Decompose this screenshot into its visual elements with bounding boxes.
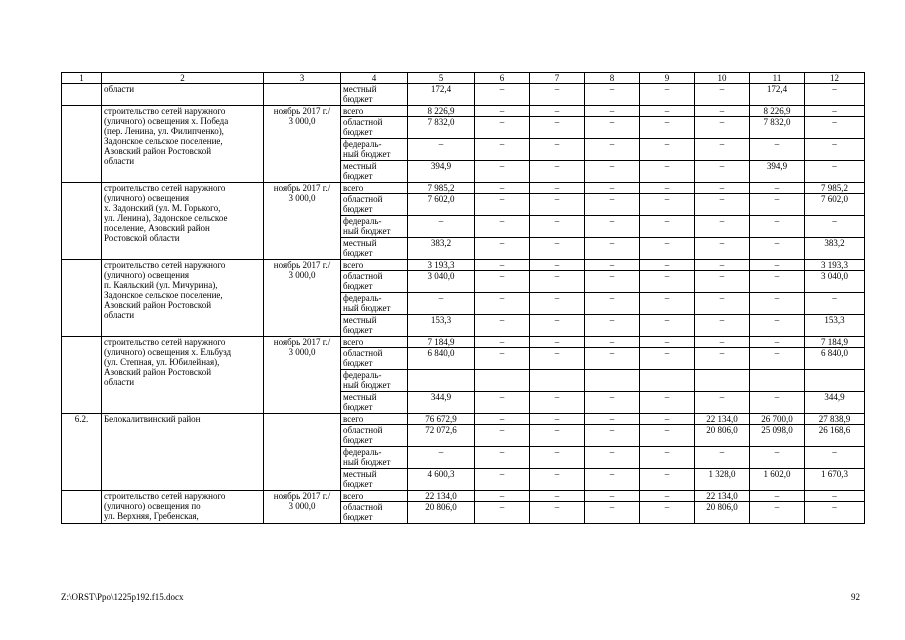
header-cell: 1: [62, 73, 102, 84]
header-row: [62, 73, 865, 84]
amount-cell: 383,2: [408, 238, 475, 260]
header-cell: 7: [530, 73, 585, 84]
amount-cell: 72 072,6: [408, 425, 475, 447]
amount-cell: –: [530, 414, 585, 425]
item-description-cell: Белокалитвинский район: [102, 414, 264, 491]
amount-cell: –: [695, 260, 750, 271]
amount-cell: –: [530, 348, 585, 370]
item-number-cell: [62, 183, 102, 260]
amount-cell: –: [475, 348, 530, 370]
item-description-cell: строительство сетей наружного (уличного) освещения по ул. Верхняя, Гребенская,: [102, 491, 264, 524]
amount-cell: –: [750, 139, 805, 161]
amount-cell: –: [695, 161, 750, 183]
amount-cell: 153,3: [805, 315, 865, 337]
header-cell: 9: [640, 73, 695, 84]
funding-source-cell: областной бюджет: [341, 502, 408, 524]
amount-cell: –: [585, 238, 640, 260]
amount-cell: –: [750, 293, 805, 315]
item-number-cell: [62, 84, 102, 106]
amount-cell: 3 193,3: [408, 260, 475, 271]
amount-cell: –: [805, 106, 865, 117]
amount-cell: –: [640, 315, 695, 337]
amount-cell: –: [530, 293, 585, 315]
amount-cell: –: [750, 260, 805, 271]
amount-cell: –: [530, 392, 585, 414]
amount-cell: 4 600,3: [408, 469, 475, 491]
deadline-cell: ноябрь 2017 г./ 3 000,0: [264, 183, 341, 260]
amount-cell: –: [585, 469, 640, 491]
amount-cell: –: [475, 315, 530, 337]
page-number: 92: [851, 592, 860, 602]
amount-cell: [750, 370, 805, 392]
item-number-cell: [62, 106, 102, 183]
amount-cell: –: [640, 348, 695, 370]
amount-cell: –: [475, 392, 530, 414]
item-description-cell: строительство сетей наружного (уличного) освещения п. Каяльский (ул. Мичурина), Задонское сельское поселение, Азовский район Ростовской области: [102, 260, 264, 337]
amount-cell: –: [750, 238, 805, 260]
amount-cell: –: [530, 425, 585, 447]
amount-cell: 153,3: [408, 315, 475, 337]
amount-cell: –: [530, 161, 585, 183]
amount-cell: –: [750, 348, 805, 370]
amount-cell: –: [640, 491, 695, 502]
amount-cell: –: [475, 469, 530, 491]
amount-cell: –: [750, 447, 805, 469]
amount-cell: [475, 370, 530, 392]
header-cell: 4: [341, 73, 408, 84]
amount-cell: –: [585, 293, 640, 315]
amount-cell: 22 134,0: [695, 491, 750, 502]
amount-cell: –: [585, 260, 640, 271]
amount-cell: –: [530, 260, 585, 271]
amount-cell: –: [805, 447, 865, 469]
amount-cell: 22 134,0: [695, 414, 750, 425]
amount-cell: –: [805, 491, 865, 502]
amount-cell: 344,9: [805, 392, 865, 414]
table-row: [62, 414, 865, 425]
amount-cell: 383,2: [805, 238, 865, 260]
funding-source-cell: местный бюджет: [341, 84, 408, 106]
funding-source-cell: федераль- ный бюджет: [341, 139, 408, 161]
amount-cell: 7 985,2: [805, 183, 865, 194]
amount-cell: [585, 370, 640, 392]
amount-cell: –: [640, 293, 695, 315]
amount-cell: –: [640, 414, 695, 425]
amount-cell: –: [475, 139, 530, 161]
funding-source-cell: областной бюджет: [341, 194, 408, 216]
item-number-cell: [62, 491, 102, 524]
amount-cell: –: [530, 194, 585, 216]
amount-cell: –: [585, 315, 640, 337]
amount-cell: 6 840,0: [805, 348, 865, 370]
amount-cell: –: [585, 447, 640, 469]
amount-cell: –: [475, 271, 530, 293]
amount-cell: 20 806,0: [695, 502, 750, 524]
amount-cell: [695, 370, 750, 392]
amount-cell: –: [805, 84, 865, 106]
amount-cell: 6 840,0: [408, 348, 475, 370]
amount-cell: –: [585, 414, 640, 425]
amount-cell: 20 806,0: [695, 425, 750, 447]
amount-cell: –: [585, 337, 640, 348]
header-cell: 3: [264, 73, 341, 84]
funding-source-cell: всего: [341, 183, 408, 194]
table-row: [62, 183, 865, 194]
item-description-cell: строительство сетей наружного (уличного) освещения х. Задонский (ул. М. Горького, ул. Ленина), Задонское сельское поселение, Азовский район Ростовской области: [102, 183, 264, 260]
amount-cell: –: [695, 117, 750, 139]
item-description-cell: области: [102, 84, 264, 106]
amount-cell: –: [640, 392, 695, 414]
amount-cell: –: [475, 106, 530, 117]
funding-source-cell: федераль- ный бюджет: [341, 216, 408, 238]
amount-cell: 172,4: [750, 84, 805, 106]
amount-cell: –: [640, 216, 695, 238]
amount-cell: 7 832,0: [750, 117, 805, 139]
amount-cell: –: [530, 447, 585, 469]
amount-cell: 172,4: [408, 84, 475, 106]
amount-cell: –: [475, 502, 530, 524]
amount-cell: –: [640, 161, 695, 183]
amount-cell: –: [530, 337, 585, 348]
deadline-cell: ноябрь 2017 г./ 3 000,0: [264, 260, 341, 337]
amount-cell: 7 832,0: [408, 117, 475, 139]
amount-cell: –: [805, 293, 865, 315]
amount-cell: –: [640, 447, 695, 469]
amount-cell: –: [530, 271, 585, 293]
funding-source-cell: всего: [341, 414, 408, 425]
funding-source-cell: местный бюджет: [341, 238, 408, 260]
amount-cell: –: [695, 271, 750, 293]
amount-cell: –: [475, 216, 530, 238]
amount-cell: 26 168,6: [805, 425, 865, 447]
amount-cell: 8 226,9: [408, 106, 475, 117]
amount-cell: –: [750, 491, 805, 502]
amount-cell: –: [695, 447, 750, 469]
funding-source-cell: всего: [341, 106, 408, 117]
amount-cell: –: [585, 502, 640, 524]
amount-cell: –: [640, 183, 695, 194]
amount-cell: –: [695, 238, 750, 260]
table-body: [62, 73, 865, 524]
funding-source-cell: местный бюджет: [341, 315, 408, 337]
amount-cell: –: [585, 183, 640, 194]
amount-cell: –: [530, 469, 585, 491]
amount-cell: –: [530, 106, 585, 117]
amount-cell: 7 184,9: [408, 337, 475, 348]
amount-cell: –: [640, 337, 695, 348]
amount-cell: –: [475, 491, 530, 502]
amount-cell: –: [585, 491, 640, 502]
item-number-cell: [62, 337, 102, 414]
amount-cell: 394,9: [750, 161, 805, 183]
header-cell: 10: [695, 73, 750, 84]
funding-source-cell: областной бюджет: [341, 348, 408, 370]
amount-cell: –: [695, 293, 750, 315]
amount-cell: –: [408, 216, 475, 238]
amount-cell: –: [475, 447, 530, 469]
amount-cell: –: [805, 502, 865, 524]
header-cell: 2: [102, 73, 264, 84]
table-row: [62, 337, 865, 348]
amount-cell: –: [585, 117, 640, 139]
header-cell: 12: [805, 73, 865, 84]
amount-cell: –: [585, 348, 640, 370]
amount-cell: –: [695, 337, 750, 348]
amount-cell: [408, 370, 475, 392]
amount-cell: 394,9: [408, 161, 475, 183]
funding-source-cell: областной бюджет: [341, 117, 408, 139]
amount-cell: –: [695, 84, 750, 106]
amount-cell: –: [695, 392, 750, 414]
amount-cell: –: [530, 117, 585, 139]
item-description-cell: строительство сетей наружного (уличного) освещения х. Победа (пер. Ленина, ул. Филипченко), Задонское сельское поселение, Азовский район Ростовской области: [102, 106, 264, 183]
amount-cell: –: [408, 293, 475, 315]
deadline-cell: [264, 84, 341, 106]
amount-cell: –: [805, 161, 865, 183]
header-cell: 11: [750, 73, 805, 84]
amount-cell: –: [585, 392, 640, 414]
amount-cell: –: [640, 84, 695, 106]
amount-cell: –: [530, 139, 585, 161]
amount-cell: 7 602,0: [805, 194, 865, 216]
amount-cell: –: [695, 348, 750, 370]
amount-cell: –: [530, 238, 585, 260]
amount-cell: –: [640, 106, 695, 117]
amount-cell: –: [640, 139, 695, 161]
amount-cell: –: [530, 502, 585, 524]
amount-cell: –: [585, 161, 640, 183]
amount-cell: –: [475, 414, 530, 425]
file-path: Z:\ORST\Ppo\1225p192.f15.docx: [61, 592, 184, 602]
amount-cell: –: [475, 238, 530, 260]
amount-cell: –: [640, 425, 695, 447]
funding-source-cell: местный бюджет: [341, 161, 408, 183]
deadline-cell: [264, 414, 341, 491]
header-cell: 8: [585, 73, 640, 84]
amount-cell: –: [585, 106, 640, 117]
amount-cell: 344,9: [408, 392, 475, 414]
funding-source-cell: областной бюджет: [341, 271, 408, 293]
amount-cell: –: [640, 260, 695, 271]
amount-cell: –: [750, 216, 805, 238]
amount-cell: –: [805, 117, 865, 139]
amount-cell: 76 672,9: [408, 414, 475, 425]
amount-cell: 7 602,0: [408, 194, 475, 216]
amount-cell: –: [805, 216, 865, 238]
budget-table: [61, 72, 865, 524]
amount-cell: –: [695, 194, 750, 216]
amount-cell: –: [640, 194, 695, 216]
amount-cell: –: [475, 84, 530, 106]
item-number-cell: [62, 260, 102, 337]
item-number-cell: 6.2.: [62, 414, 102, 491]
table-row: [62, 491, 865, 502]
funding-source-cell: всего: [341, 260, 408, 271]
amount-cell: –: [475, 260, 530, 271]
amount-cell: 3 040,0: [805, 271, 865, 293]
amount-cell: –: [640, 469, 695, 491]
amount-cell: –: [750, 194, 805, 216]
amount-cell: 22 134,0: [408, 491, 475, 502]
amount-cell: 8 226,9: [750, 106, 805, 117]
amount-cell: –: [475, 293, 530, 315]
amount-cell: 1 670,3: [805, 469, 865, 491]
funding-source-cell: федераль- ный бюджет: [341, 447, 408, 469]
amount-cell: –: [750, 502, 805, 524]
amount-cell: –: [695, 216, 750, 238]
amount-cell: –: [530, 491, 585, 502]
funding-source-cell: федераль- ный бюджет: [341, 293, 408, 315]
amount-cell: [530, 370, 585, 392]
amount-cell: –: [640, 117, 695, 139]
amount-cell: 27 838,9: [805, 414, 865, 425]
amount-cell: –: [585, 216, 640, 238]
amount-cell: –: [695, 106, 750, 117]
amount-cell: –: [695, 139, 750, 161]
amount-cell: –: [530, 315, 585, 337]
funding-source-cell: областной бюджет: [341, 425, 408, 447]
amount-cell: 25 098,0: [750, 425, 805, 447]
funding-source-cell: местный бюджет: [341, 469, 408, 491]
amount-cell: –: [475, 161, 530, 183]
item-description-cell: строительство сетей наружного (уличного) освещения х. Ельбузд (ул. Степная, ул. Юбилейная), Азовский район Ростовской области: [102, 337, 264, 414]
funding-source-cell: федераль- ный бюджет: [341, 370, 408, 392]
amount-cell: –: [640, 502, 695, 524]
table-row: [62, 84, 865, 106]
amount-cell: –: [805, 139, 865, 161]
amount-cell: 3 193,3: [805, 260, 865, 271]
amount-cell: [640, 370, 695, 392]
header-cell: 6: [475, 73, 530, 84]
amount-cell: –: [475, 183, 530, 194]
amount-cell: –: [640, 238, 695, 260]
amount-cell: –: [695, 183, 750, 194]
amount-cell: –: [585, 271, 640, 293]
amount-cell: –: [750, 337, 805, 348]
amount-cell: –: [475, 425, 530, 447]
amount-cell: –: [750, 183, 805, 194]
amount-cell: –: [475, 194, 530, 216]
table-row: [62, 106, 865, 117]
amount-cell: 3 040,0: [408, 271, 475, 293]
amount-cell: 7 184,9: [805, 337, 865, 348]
amount-cell: –: [695, 315, 750, 337]
amount-cell: 7 985,2: [408, 183, 475, 194]
amount-cell: –: [530, 84, 585, 106]
amount-cell: –: [475, 117, 530, 139]
deadline-cell: ноябрь 2017 г./ 3 000,0: [264, 106, 341, 183]
amount-cell: 26 700,0: [750, 414, 805, 425]
amount-cell: –: [750, 392, 805, 414]
amount-cell: –: [408, 447, 475, 469]
funding-source-cell: местный бюджет: [341, 392, 408, 414]
amount-cell: –: [530, 216, 585, 238]
amount-cell: –: [585, 139, 640, 161]
amount-cell: –: [750, 271, 805, 293]
amount-cell: –: [585, 84, 640, 106]
table-row: [62, 260, 865, 271]
deadline-cell: ноябрь 2017 г./ 3 000,0: [264, 337, 341, 414]
amount-cell: –: [408, 139, 475, 161]
amount-cell: –: [750, 315, 805, 337]
amount-cell: 20 806,0: [408, 502, 475, 524]
amount-cell: 1 328,0: [695, 469, 750, 491]
amount-cell: –: [585, 425, 640, 447]
amount-cell: 1 602,0: [750, 469, 805, 491]
amount-cell: –: [475, 337, 530, 348]
funding-source-cell: всего: [341, 337, 408, 348]
funding-source-cell: всего: [341, 491, 408, 502]
deadline-cell: ноябрь 2017 г./ 3 000,0: [264, 491, 341, 524]
amount-cell: –: [640, 271, 695, 293]
amount-cell: [805, 370, 865, 392]
amount-cell: –: [585, 194, 640, 216]
amount-cell: –: [530, 183, 585, 194]
header-cell: 5: [408, 73, 475, 84]
